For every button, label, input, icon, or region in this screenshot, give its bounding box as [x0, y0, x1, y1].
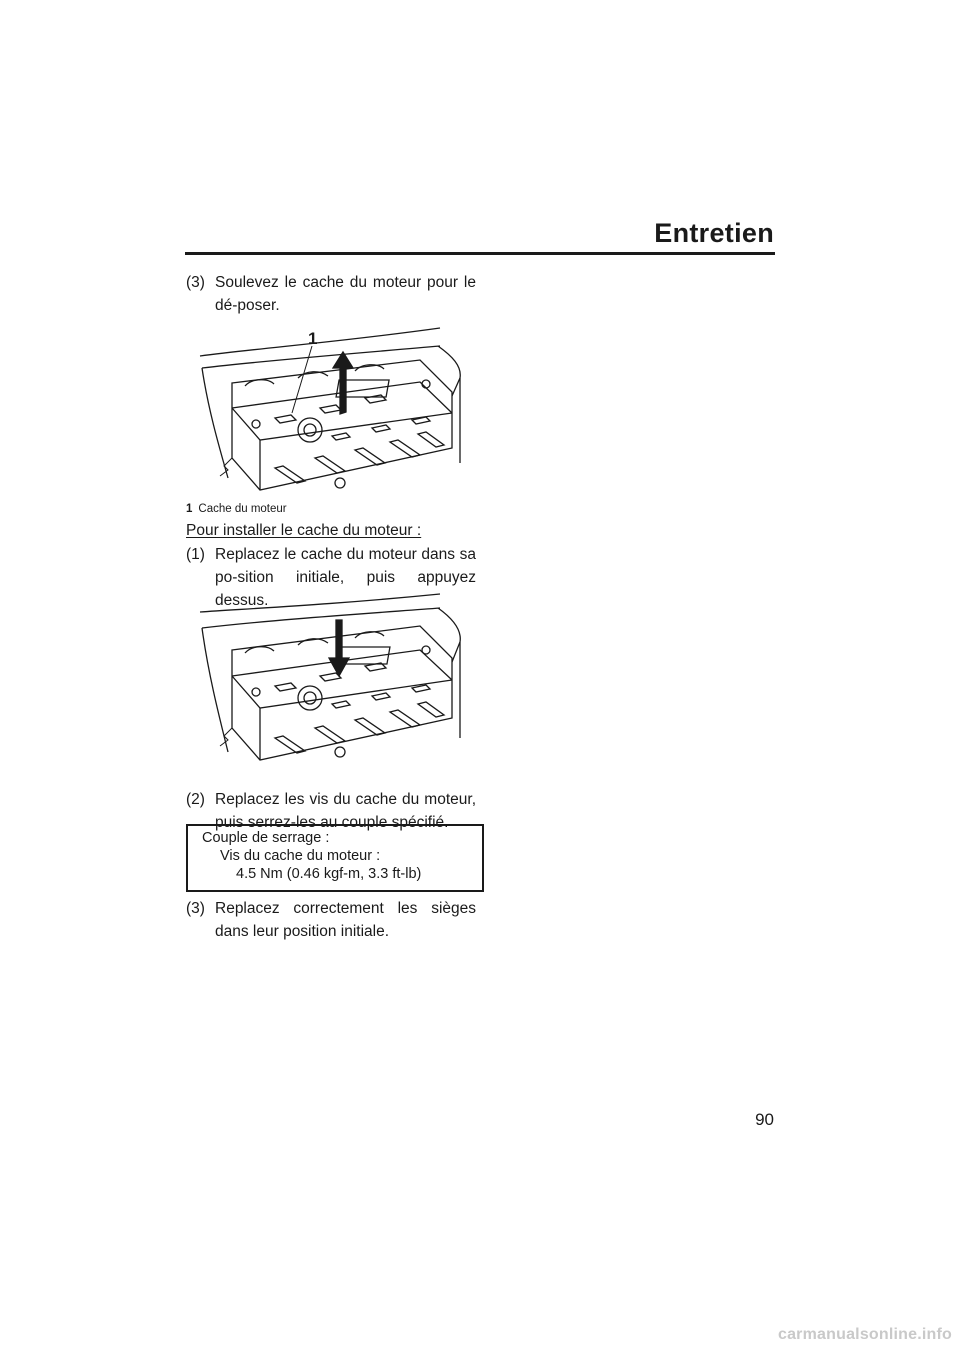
- install-heading: Pour installer le cache du moteur :: [186, 522, 422, 539]
- figure-caption: [186, 503, 287, 515]
- torque-spec-box: [186, 824, 484, 892]
- spec-label: Couple de serrage :: [202, 830, 330, 846]
- spec-item: Vis du cache du moteur :: [220, 848, 381, 864]
- watermark: carmanualsonline.info: [777, 1326, 952, 1343]
- step-number: (2): [186, 791, 205, 808]
- step-remove-3: [186, 271, 476, 317]
- caption-number: 1: [186, 503, 193, 515]
- figure-callout: 1: [308, 329, 318, 348]
- header-divider: [185, 252, 775, 255]
- page-title: Entretien: [654, 218, 774, 248]
- step-text: Replacez correctement les sièges dans leur position initiale.: [215, 900, 476, 940]
- step-number: (3): [186, 274, 205, 291]
- step-number: (3): [186, 900, 205, 917]
- step-text: Replacez le cache du moteur dans sa po-sition initiale, puis appuyez dessus.: [215, 546, 476, 609]
- spec-value: 4.5 Nm (0.46 kgf-m, 3.3 ft-lb): [236, 866, 422, 882]
- step-text: Replacez les vis du cache du moteur, puis serrez-les au couple spécifié.: [215, 791, 476, 831]
- page-number: 90: [755, 1110, 774, 1129]
- caption-text: Cache du moteur: [198, 503, 287, 515]
- figure-engine-cover-lift: [190, 318, 475, 500]
- figure-engine-cover-install: [190, 590, 475, 775]
- step-number: (1): [186, 546, 205, 563]
- step-install-3: [186, 897, 476, 943]
- step-text: Soulevez le cache du moteur pour le dé-poser.: [215, 274, 476, 314]
